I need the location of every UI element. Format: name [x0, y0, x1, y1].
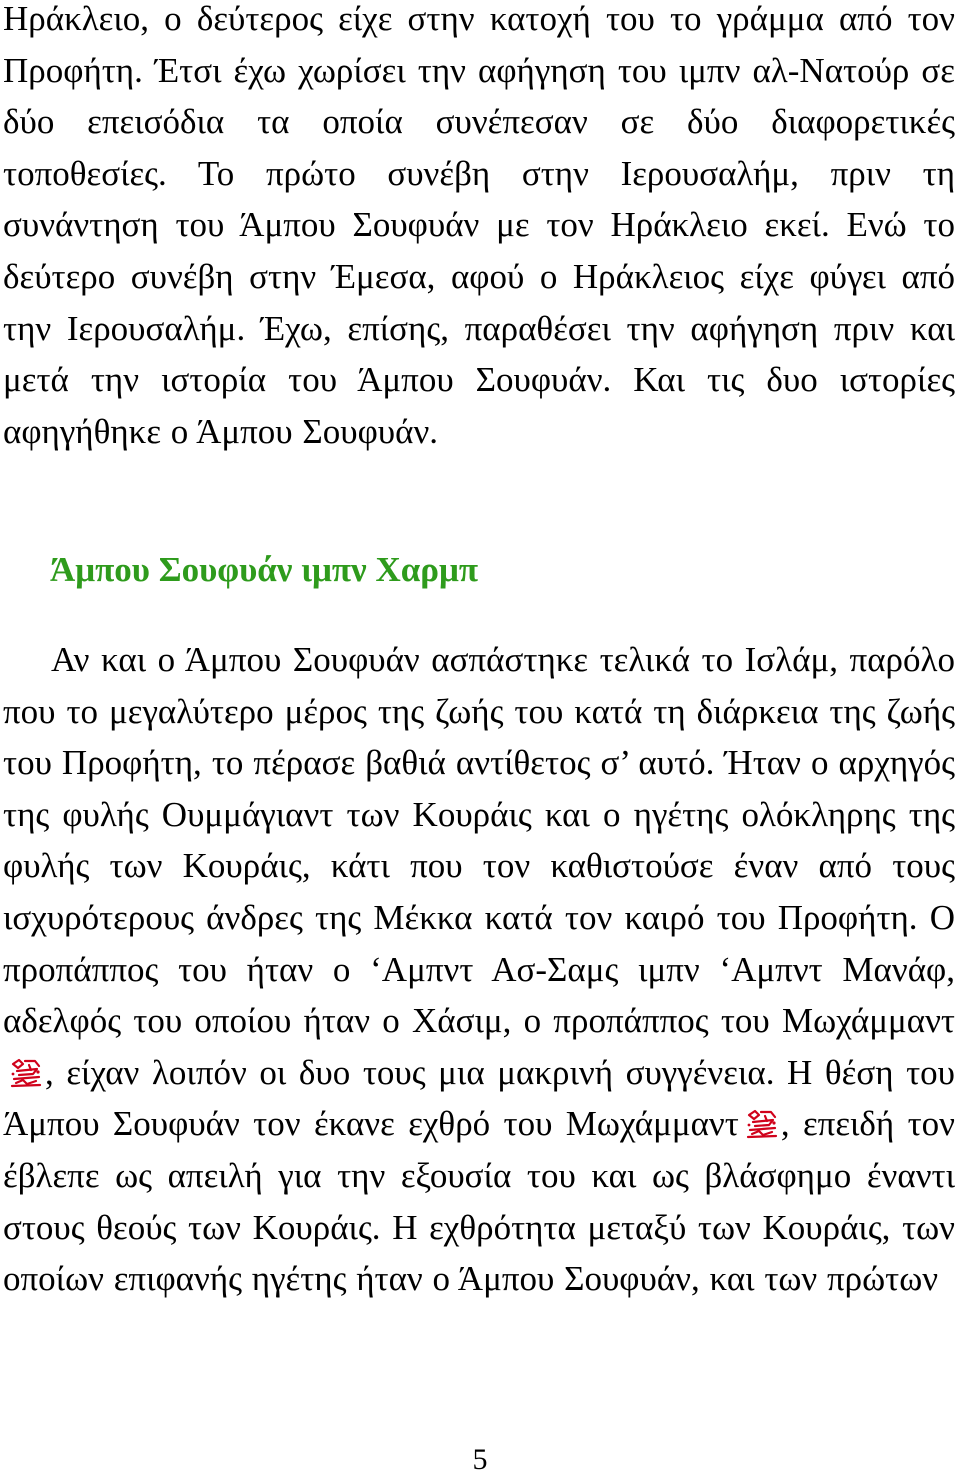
- paragraph-biography-part-2: , είχαν λοιπόν οι δυο τους μια μακρινή συγγένεια. Η θέση του Άμπου Σουφυάν τον έκανε εχθρό του Μωχάμμαντ: [3, 1052, 955, 1144]
- paragraph-biography-part-3: , επειδή τον έβλεπε ως απειλή για την εξουσία του και ως βλάσφημο έναντι στους θεούς των Κουράις. Η εχθρότητα μεταξύ των Κουράις, των οποίων επιφανής ηγέτης ήταν ο Άμπου Σουφυάν, και των πρώτων: [3, 1104, 955, 1299]
- section-heading: Άμπου Σουφυάν ιμπν Χαρμπ: [50, 550, 478, 589]
- paragraph-intro: Ηράκλειο, ο δεύτερος είχε στην κατοχή του το γράμμα από τον Προφήτη. Έτσι έχω χωρίσει την αφήγηση του ιμπν αλ-Νατούρ σε δύο επεισόδια τα οποία συνέπεσαν σε δύο διαφορετικές τοποθεσίες. Το πρώτο συνέβη στην Ιερουσαλήμ, πριν τη συνάντηση του Άμπου Σουφυάν με τον Ηράκλειο εκεί. Ενώ το δεύτερο συνέβη στην Έμεσα, αφού ο Ηράκλειος είχε φύγει από την Ιερουσαλήμ. Έχω, επίσης, παραθέσει την αφήγηση πριν και μετά την ιστορία του Άμπου Σουφυάν. Και τις δυο ιστορίες αφηγήθηκε ο Άμπου Σουφυάν.: [3, 0, 955, 451]
- salawat-calligraphy-icon: [9, 1058, 43, 1088]
- paragraph-biography-part-1: Αν και ο Άμπου Σουφυάν ασπάστηκε τελικά το Ισλάμ, παρόλο που το μεγαλύτερο μέρος της ζωής του κατά τη διάρκεια της ζωής του Προφήτη, το πέρασε βαθιά αντίθετος σ’ αυτό. Ήταν ο αρχηγός της φυλής Ουμμάγιαντ των Κουράις και ο ηγέτης ολόκληρης της φυλής των Κουράις, κάτι που τον καθιστούσε έναν από τους ισχυρότερους άνδρες της Μέκκα κατά τον καιρό του Προφήτη. Ο προπάππος του ήταν ο ‘Αμπντ Ασ-Σαμς ιμπν ‘Αμπντ Μανάφ, αδελφός του οποίου ήταν ο Χάσιμ, ο προπάππος του Μωχάμμαντ: [3, 640, 955, 1041]
- paragraph-biography: [3, 634, 955, 1305]
- salawat-calligraphy-icon: [745, 1109, 779, 1139]
- page-number: 5: [472, 1443, 488, 1476]
